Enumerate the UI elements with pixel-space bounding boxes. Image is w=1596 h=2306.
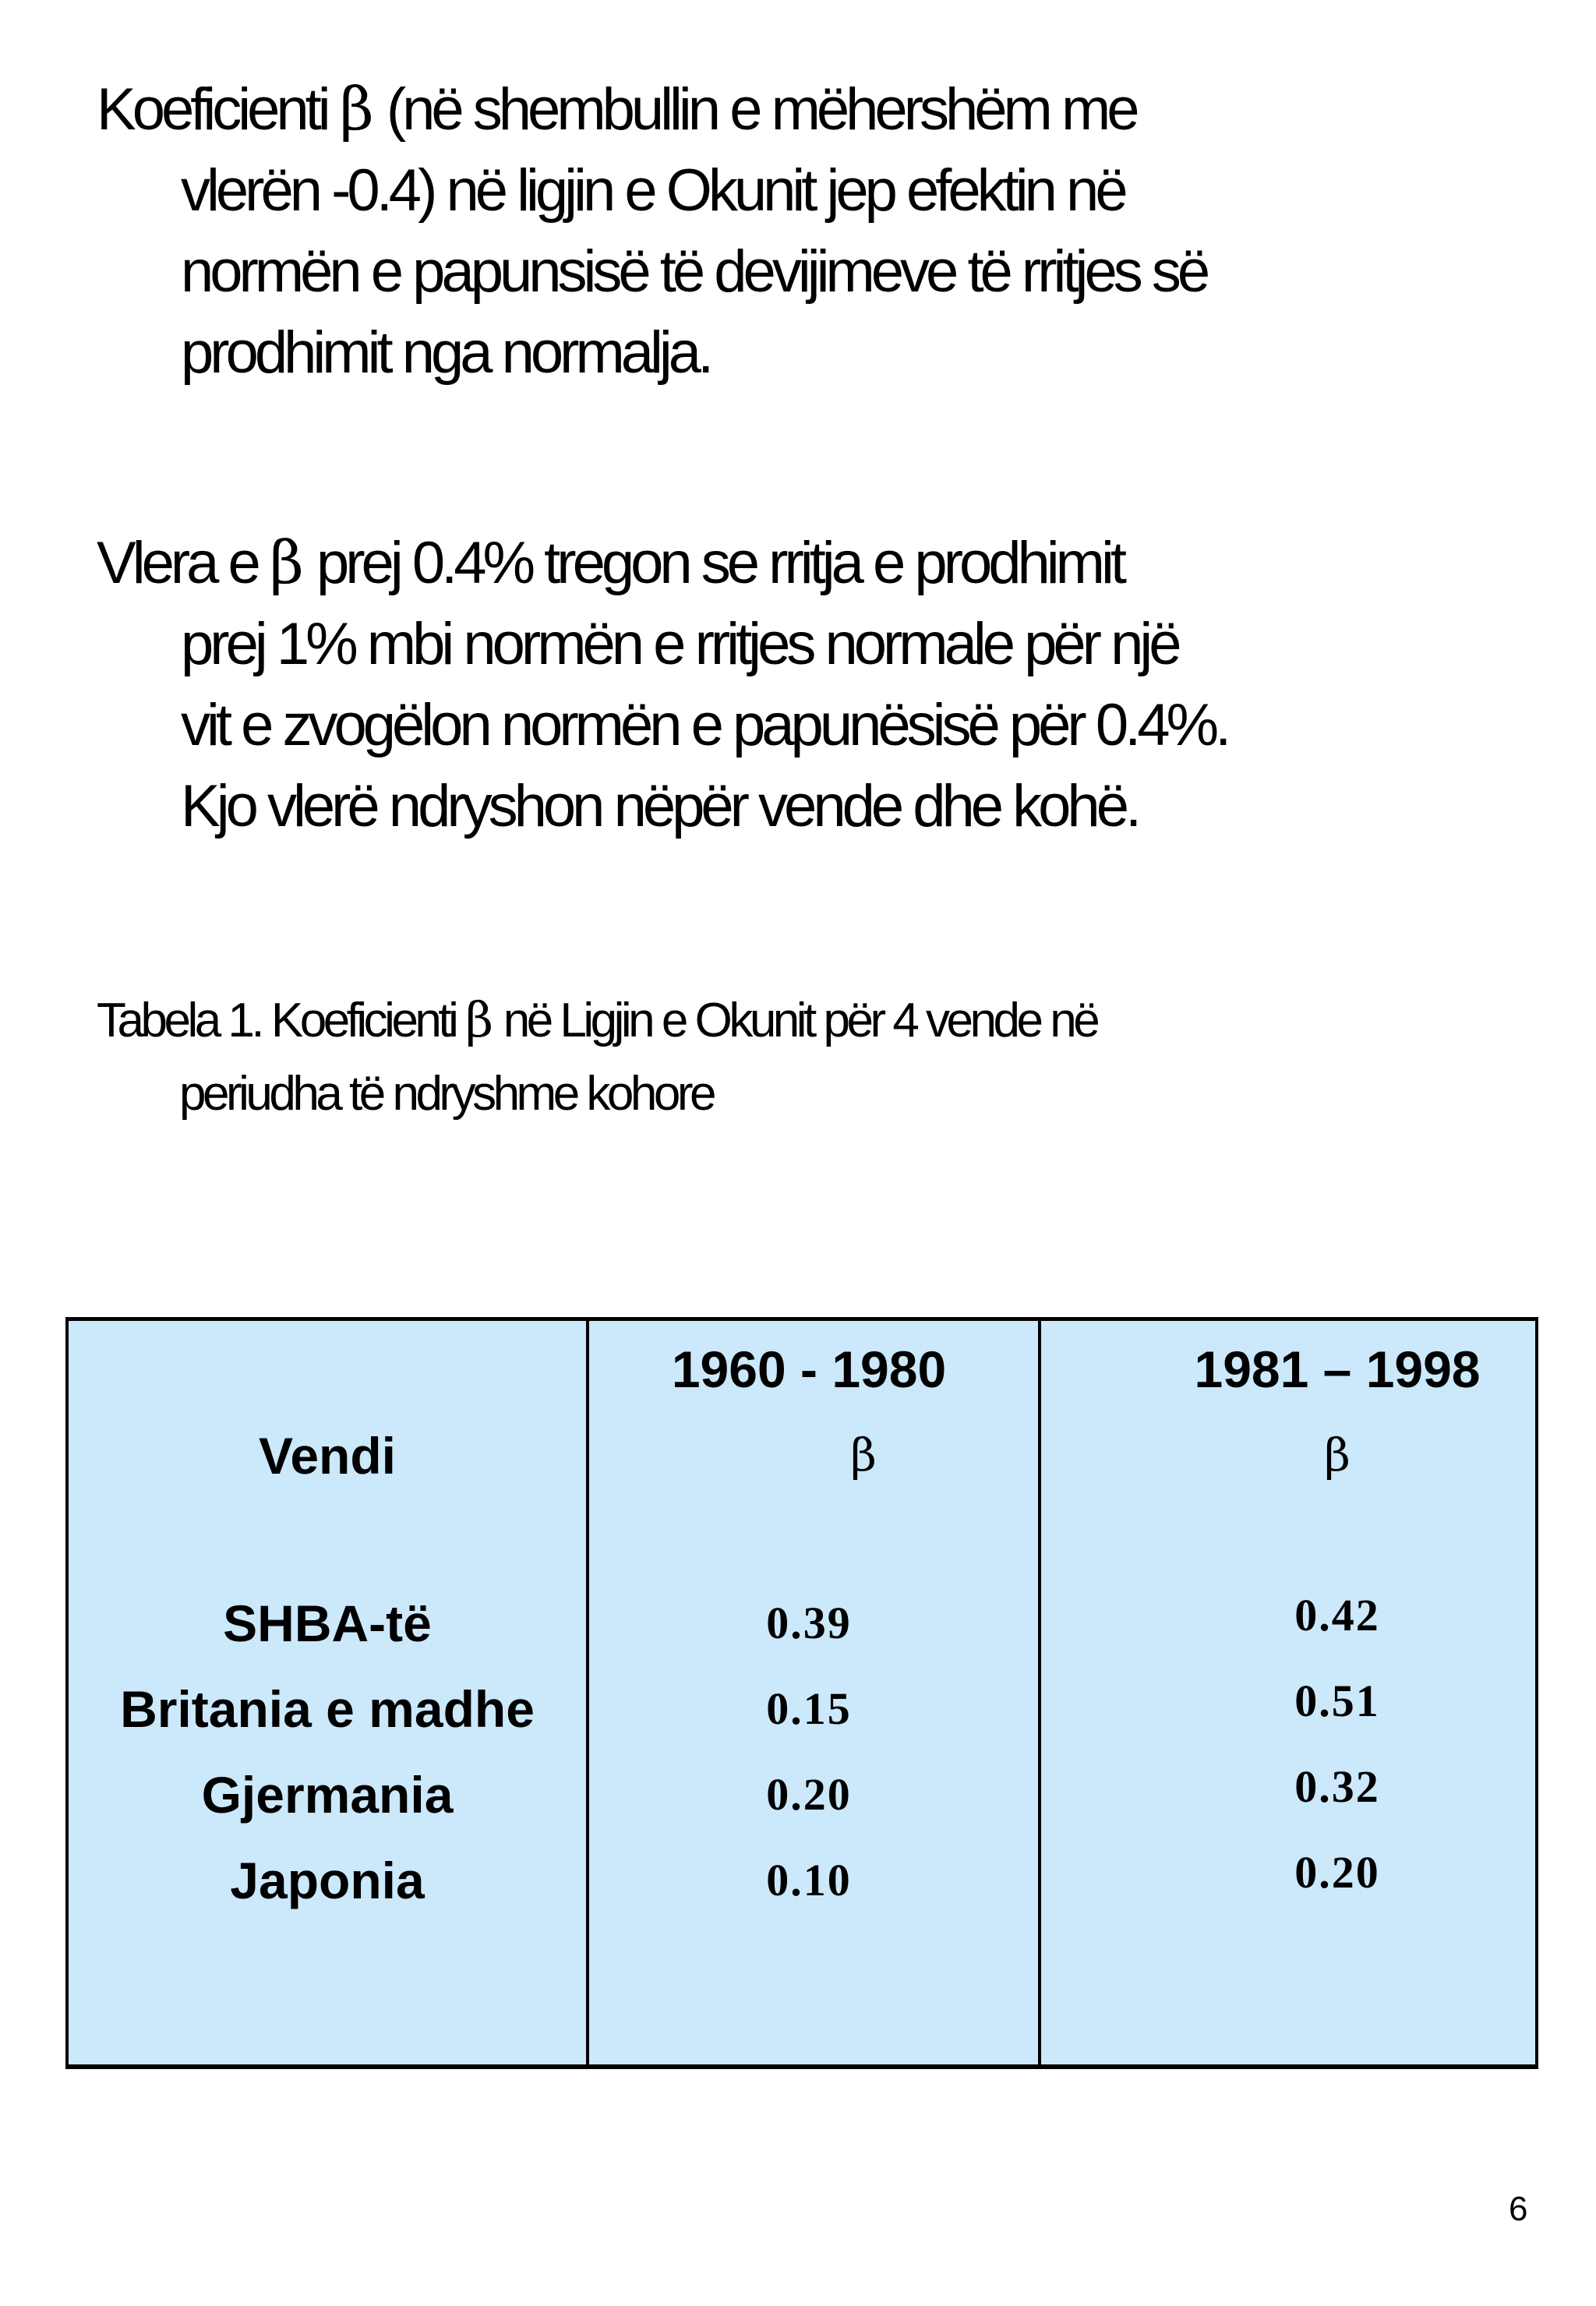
beta-symbol: β [465, 991, 493, 1048]
paragraph-line [97, 69, 1531, 150]
text-segment: normën e papunsisë të devijimeve të rritjes së [181, 238, 1207, 305]
paragraph-line [97, 231, 1531, 313]
paragraph-line [97, 522, 1531, 604]
table-caption [97, 983, 1531, 1131]
table-cell-beta-1960-1980: 0.15 [766, 1683, 852, 1734]
beta-symbol: β [339, 74, 374, 143]
text-segment: Kjo vlerë ndryshon nëpër vende dhe kohë. [181, 773, 1139, 839]
text-segment: vlerën -0.4) në ligjin e Okunit jep efektin në [181, 157, 1125, 224]
text-segment: prej 0.4% tregon se rritja e prodhimit [303, 530, 1123, 596]
header-country: Vendi [258, 1427, 397, 1485]
table-cell-beta-1981-1998: 0.42 [1294, 1590, 1380, 1640]
header-beta-2: β [1324, 1428, 1351, 1481]
table-cell-country: Japonia [230, 1852, 425, 1909]
paragraph-line [97, 983, 1531, 1058]
table-cell-beta-1981-1998: 0.32 [1294, 1761, 1380, 1812]
header-period-1960-1980: 1960 - 1980 [671, 1340, 947, 1398]
paragraph-line [97, 604, 1531, 685]
table-cell-country: Britania e madhe [120, 1680, 535, 1738]
table-cell-beta-1981-1998: 0.51 [1294, 1676, 1380, 1726]
table-cell-beta-1981-1998: 0.20 [1294, 1847, 1380, 1898]
page-number: 6 [1509, 2190, 1528, 2228]
text-segment: në Ligjin e Okunit për 4 vende në [493, 994, 1097, 1047]
paragraph-line [97, 150, 1531, 231]
table-cell-country: SHBA-të [223, 1594, 432, 1652]
paragraph-line [97, 313, 1531, 394]
header-beta-1: β [850, 1428, 877, 1481]
text-segment: Vlera e [97, 530, 270, 596]
column-divider [1038, 1321, 1041, 2064]
table-cell-beta-1960-1980: 0.10 [766, 1855, 852, 1905]
beta-symbol: β [269, 528, 304, 597]
text-segment: prej 1% mbi normën e rritjes normale për një [181, 611, 1178, 677]
text-segment: (në shembullin e mëhershëm me [373, 76, 1136, 143]
table-cell-country: Gjermania [201, 1766, 454, 1824]
okun-coefficient-table [65, 1317, 1538, 2069]
text-segment: vit e zvogëlon normën e papunësisë për 0.4%. [181, 692, 1228, 758]
text-segment: Koeficienti [97, 76, 340, 143]
paragraph-okun-coefficient [97, 69, 1531, 394]
table-cell-beta-1960-1980: 0.39 [766, 1598, 852, 1648]
paragraph-line [97, 1058, 1531, 1131]
paragraph-line [97, 685, 1531, 766]
text-segment: prodhimit nga normalja. [181, 320, 711, 386]
paragraph-beta-value [97, 522, 1531, 847]
column-divider [586, 1321, 589, 2064]
paragraph-line [97, 766, 1531, 847]
text-segment: periudha të ndryshme kohore [179, 1067, 713, 1121]
header-period-1981-1998: 1981 – 1998 [1194, 1340, 1481, 1398]
table-cell-beta-1960-1980: 0.20 [766, 1769, 852, 1820]
text-segment: Tabela 1. Koeficienti [97, 994, 466, 1047]
